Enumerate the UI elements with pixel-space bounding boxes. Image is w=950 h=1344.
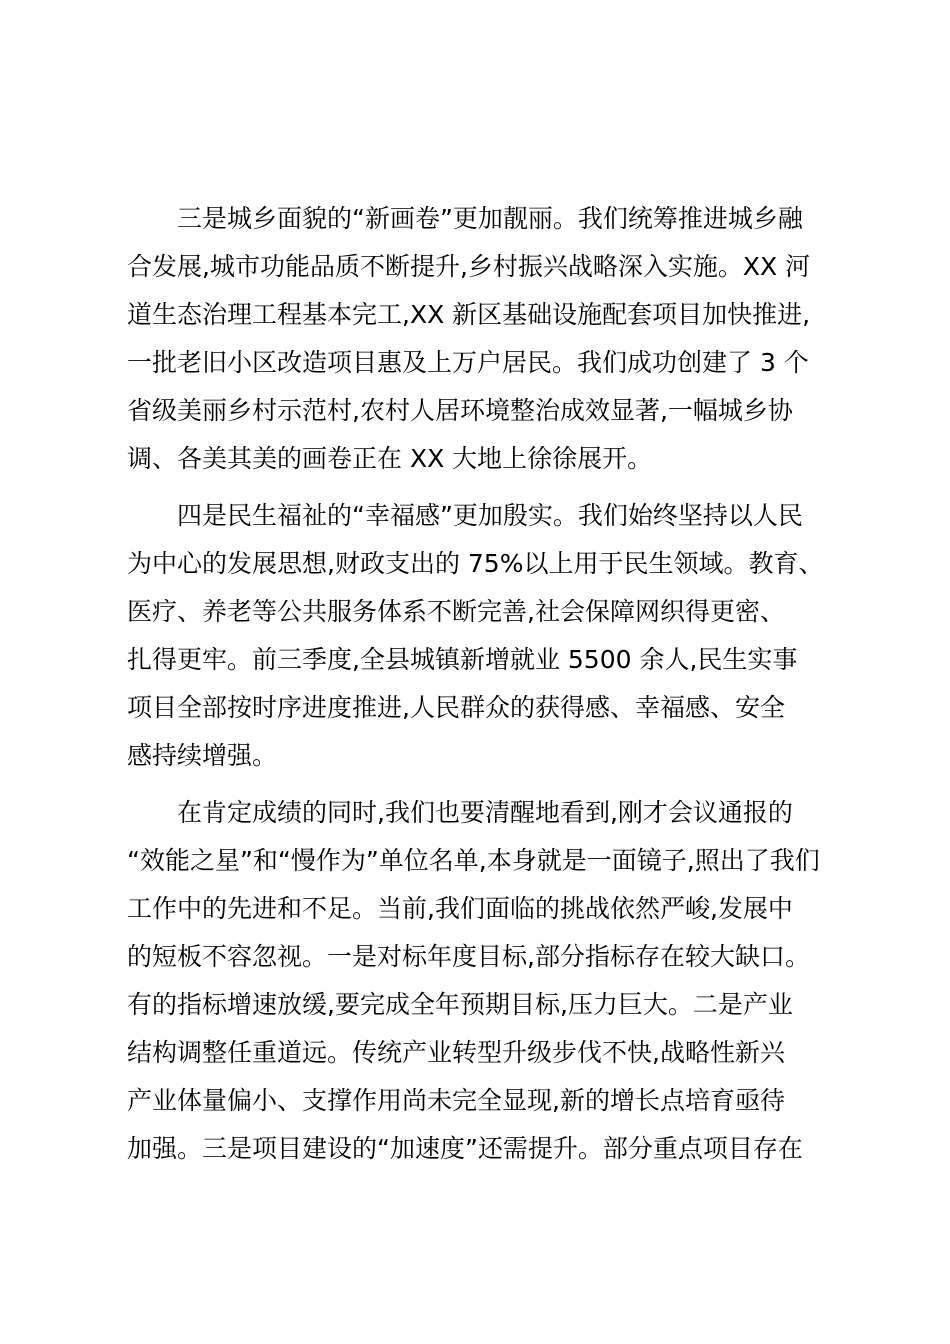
paragraph-line: 道生态治理工程基本完工,XX 新区基础设施配套项目加快推进,: [127, 300, 811, 329]
paragraph-line: 项目全部按时序进度推进,人民群众的获得感、幸福感、安全: [127, 693, 785, 722]
paragraph-line: 四是民生福祉的“幸福感”更加殷实。我们始终坚持以人民: [177, 501, 803, 530]
paragraph-line: 加强。三是项目建设的“加速度”还需提升。部分重点项目存在: [127, 1134, 803, 1163]
paragraph-urban-rural: [127, 195, 833, 483]
paragraph-line: 结构调整任重道远。传统产业转型升级步伐不快,战略性新兴: [127, 1038, 785, 1067]
paragraph-line: 在肯定成绩的同时,我们也要清醒地看到,刚才会议通报的: [177, 798, 793, 827]
paragraph-line: 调、各美其美的画卷正在 XX 大地上徐徐展开。: [127, 444, 653, 473]
paragraph-line: 医疗、养老等公共服务体系不断完善,社会保障网织得更密、: [127, 597, 785, 626]
paragraph-line: 工作中的先进和不足。当前,我们面临的挑战依然严峻,发展中: [127, 894, 793, 923]
paragraph-line: 为中心的发展思想,财政支出的 75%以上用于民生领域。教育、: [127, 549, 824, 578]
paragraph-line: 三是城乡面貌的“新画卷”更加靓丽。我们统筹推进城乡融: [177, 204, 803, 233]
paragraph-livelihood: [127, 492, 833, 780]
paragraph-line: 一批老旧小区改造项目惠及上万户居民。我们成功创建了 3 个: [127, 348, 809, 377]
document-body: [127, 195, 833, 1173]
paragraph-line: 省级美丽乡村示范村,农村人居环境整治成效显著,一幅城乡协: [127, 396, 793, 425]
paragraph-line: 有的指标增速放缓,要完成全年预期目标,压力巨大。二是产业: [127, 990, 793, 1019]
paragraph-line: 感持续增强。: [127, 741, 278, 770]
paragraph-line: 产业体量偏小、支撑作用尚未完全显现,新的增长点培育亟待: [127, 1086, 785, 1115]
paragraph-line: 合发展,城市功能品质不断提升,乡村振兴战略深入实施。XX 河: [127, 252, 811, 281]
paragraph-line: 扎得更牢。前三季度,全县城镇新增就业 5500 余人,民生实事: [127, 645, 798, 674]
paragraph-line: “效能之星”和“慢作为”单位名单,本身就是一面镜子,照出了我们: [127, 846, 820, 875]
paragraph-challenges: [127, 789, 833, 1173]
paragraph-line: 的短板不容忽视。一是对标年度目标,部分指标存在较大缺口。: [127, 942, 810, 971]
